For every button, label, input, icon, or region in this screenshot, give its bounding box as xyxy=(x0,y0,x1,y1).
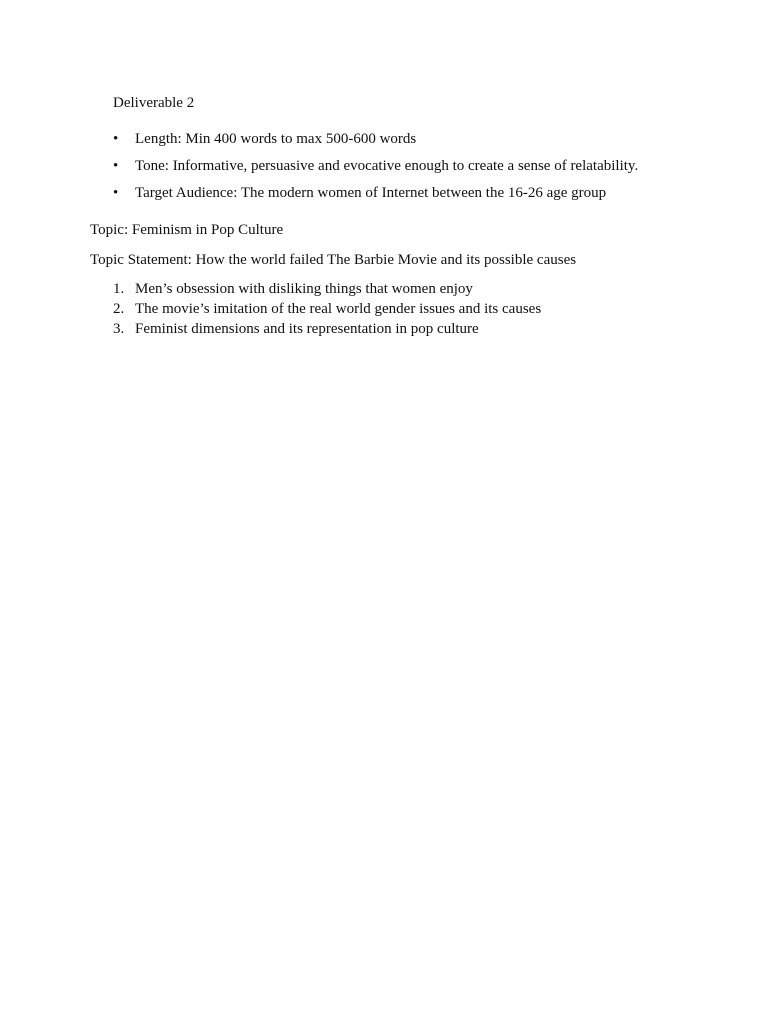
item-number: 1. xyxy=(113,281,125,297)
item-text: The movie’s imitation of the real world gender issues and its causes xyxy=(135,301,542,317)
bullet-text: Target Audience: The modern women of Internet between the 16-26 age group xyxy=(135,185,607,201)
item-text: Men’s obsession with disliking things that women enjoy xyxy=(135,281,473,297)
item-text: Feminist dimensions and its representation in pop culture xyxy=(135,321,479,337)
topic-statement-line: Topic Statement: How the world failed The Barbie Movie and its possible causes xyxy=(90,252,577,268)
bullet-marker: • xyxy=(113,131,119,147)
bullet-marker: • xyxy=(113,158,119,174)
bullet-text: Tone: Informative, persuasive and evocative enough to create a sense of relatability. xyxy=(135,158,639,174)
topic-line: Topic: Feminism in Pop Culture xyxy=(90,222,284,238)
item-number: 2. xyxy=(113,301,125,317)
bullet-marker: • xyxy=(113,185,119,201)
bullet-text: Length: Min 400 words to max 500-600 words xyxy=(135,131,417,147)
document-heading: Deliverable 2 xyxy=(113,95,195,111)
item-number: 3. xyxy=(113,321,125,337)
